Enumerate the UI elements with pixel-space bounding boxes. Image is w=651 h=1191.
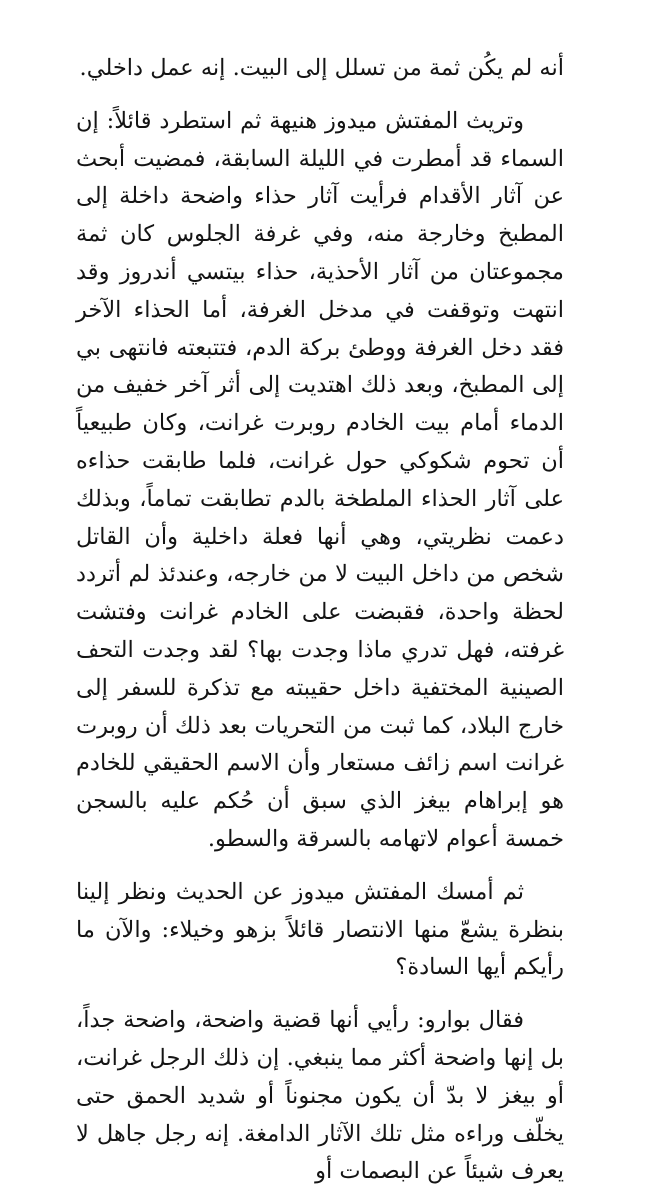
paragraph-2: وتريث المفتش ميدوز هنيهة ثم استطرد قائلاً: إن السماء قد أمطرت في الليلة السابقة، فمضيت أبحث عن آثار الأقدام فرأيت آثار حذاء واضحة داخلة إلى المطبخ وخارجة منه، وفي غرفة الجلوس كان ثمة مجموعتان من آثار الأحذية، حذاء بيتسي أندروز وقد انتهت وتوقفت في مدخل الغرفة، أما الحذاء الآخر فقد دخل الغرفة ووطئ بركة الدم، فتتبعته فانتهى بي إلى المطبخ، وبعد ذلك اهتديت إلى أثر آخر خفيف من الدماء أمام بيت الخادم روبرت غرانت، وكان طبيعياً أن تحوم شكوكي حول غرانت، فلما طابقت حذاءه على آثار الحذاء الملطخة بالدم تطابقت تماماً، وبذلك دعمت نظريتي، وهي أنها فعلة داخلية وأن القاتل شخص من داخل البيت لا من خارجه، وعندئذ لم أتردد لحظة واحدة، فقبضت على الخادم غرانت وفتشت غرفته، فهل تدري ماذا وجدت بها؟ لقد وجدت التحف الصينية المختفية داخل حقيبته مع تذكرة للسفر إلى خارج البلاد، كما ثبت من التحريات بعد ذلك أن روبرت غرانت اسم زائف مستعار وأن الاسم الحقيقي للخادم هو إبراهام بيغز الذي سبق أن حُكم عليه بالسجن خمسة أعوام لاتهامه بالسرقة والسطو. — [76, 107, 564, 852]
paragraph-4: فقال بوارو: رأيي أنها قضية واضحة، واضحة جداً، بل إنها واضحة أكثر مما ينبغي. إن ذلك الرجل غرانت، أو بيغز لا بدّ أن يكون مجنوناً أو شديد الحمق حتى يخلّف وراءه مثل تلك الآثار الدامغة. إنه رجل جاهل لا يعرف شيئاً عن البصمات أو — [76, 1007, 564, 1185]
paragraph-1: أنه لم يكُن ثمة من تسلل إلى البيت. إنه عمل داخلي. — [79, 55, 564, 81]
page-text — [76, 50, 564, 1191]
paragraph-3: ثم أمسك المفتش ميدوز عن الحديث ونظر إلينا بنظرة يشعّ منها الانتصار قائلاً بزهو وخيلاء: والآن ما رأيكم أيها السادة؟ — [76, 878, 564, 981]
